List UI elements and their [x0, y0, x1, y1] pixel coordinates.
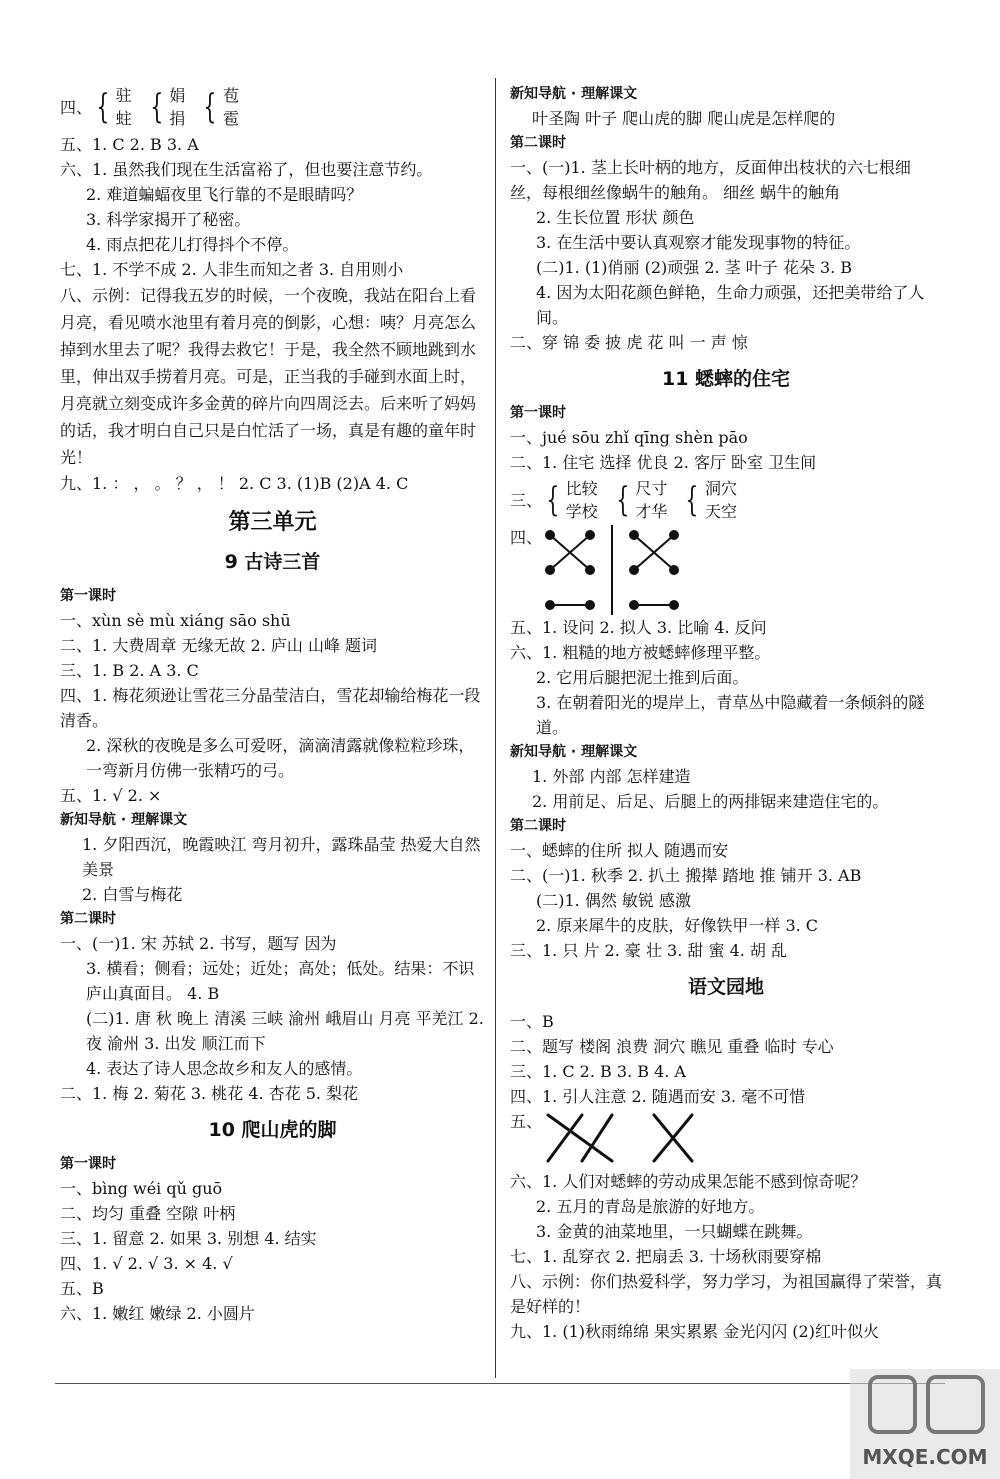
- word: 洞穴: [704, 479, 737, 498]
- left-column: [60, 82, 485, 1326]
- word: 才华: [635, 502, 668, 521]
- answer-line: 二、1. 住宅 选择 优良 2. 客厅 卧室 卫生间: [510, 453, 817, 472]
- match-line: [582, 1115, 612, 1161]
- unit-title: 第三单元: [228, 510, 317, 535]
- matching-lines-diagram: [542, 525, 682, 615]
- answer-line: 一、蟋蟀的住所 拟人 随遇而安: [510, 841, 729, 860]
- brace-group-2: [612, 477, 668, 523]
- answer-line: 1. 夕阳西沉，晚霞映江 弯月初升，露珠晶莹 热爱大自然美景: [82, 835, 481, 879]
- word: 天空: [704, 502, 737, 521]
- column-divider: [495, 78, 496, 1378]
- answer-line: 二、(一)1. 秋季 2. 扒土 搬撵 踏地 推 铺开 3. AB: [510, 866, 862, 885]
- answer-line: 一、(一)1. 宋 苏轼 2. 书写，题写 因为: [60, 934, 337, 953]
- answer-line: 2. 五月的青岛是旅游的好地方。: [536, 1197, 765, 1216]
- answer-line: 三、1. B 2. A 3. C: [60, 661, 199, 680]
- section-heading: 第一课时: [510, 405, 566, 421]
- brace-icon: {: [203, 87, 217, 127]
- answer-line: 2. 难道蝙蝠夜里飞行靠的不是眼睛吗？: [86, 185, 363, 204]
- answer-line: 九、1. ： ， 。 ？ ， ！ 2. C 3. (1)B (2)A 4. C: [60, 474, 409, 493]
- section-heading: 第二课时: [60, 911, 116, 927]
- answer-line: 七、1. 不学不成 2. 人非生而知之者 3. 自用则小: [60, 260, 404, 279]
- brace-group-3: [199, 84, 239, 130]
- answer-line: 3. 在生活中要认真观察才能发现事物的特征。: [536, 233, 861, 252]
- brace-group-3: [681, 477, 737, 523]
- answer-line: 五、1. C 2. B 3. A: [60, 135, 199, 154]
- answer-line: 二、均匀 重叠 空隙 叶柄: [60, 1204, 236, 1223]
- answer-line: 3. 金黄的油菜地里，一只蝴蝶在跳舞。: [536, 1222, 813, 1241]
- answer-line: 一、xùn sè mù xiáng sāo shū: [60, 611, 291, 630]
- section-heading: 第一课时: [60, 1156, 116, 1172]
- answer-line: 六、1. 虽然我们现在生活富裕了，但也要注意节约。: [60, 160, 433, 179]
- answer-line: 三、1. 只 片 2. 豪 壮 3. 甜 蜜 4. 胡 乱: [510, 941, 788, 960]
- answer-line: 2. 用前足、后足、后腿上的两排锯来建造住宅的。: [532, 792, 889, 811]
- brace-icon: {: [616, 480, 629, 520]
- answer-line: 3. 在朝着阳光的堤岸上，青草丛中隐藏着一条倾斜的隧道。: [536, 693, 925, 737]
- answer-line: 2. 深秋的夜晚是多么可爱呀，滴滴清露就像粒粒珍珠，一弯新月仿佛一张精巧的弓。: [86, 736, 475, 780]
- answer-line: 1. 外部 内部 怎样建造: [532, 767, 691, 786]
- match-line: [548, 1115, 582, 1161]
- section-heading: 第二课时: [510, 135, 566, 151]
- answer-line: 4. 因为太阳花颜色鲜艳，生命力顽强，还把美带给了人间。: [536, 283, 925, 327]
- word: 捐: [169, 109, 186, 128]
- answer-line: 七、1. 乱穿衣 2. 把扇丢 3. 十场秋雨要穿棉: [510, 1247, 822, 1266]
- answer-line: 五、1. √ 2. ×: [60, 786, 162, 805]
- answer-line: 六、1. 嫩红 嫩绿 2. 小圆片: [60, 1304, 255, 1323]
- answer-line: 六、1. 粗糙的地方被蟋蟀修理平整。: [510, 643, 771, 662]
- q3-brace-groups: [510, 475, 942, 525]
- word: 蛀: [115, 109, 132, 128]
- word: 驻: [115, 86, 132, 105]
- section-heading: 第二课时: [510, 818, 566, 834]
- brace-group-1: [542, 477, 598, 523]
- answer-paragraph: 八、示例：记得我五岁的时候，一个夜晚，我站在阳台上看月亮，看见喷水池里有着月亮的倒影，心想：咦？月亮怎么掉到水里去了呢？我得去救它！于是，我全然不顾地跳到水里，伸出双手捞着月亮。可是，正当我的手碰到水面上时，月亮就立刻变成许多金黄的碎片向四周泛去。后来听了妈妈的话，我才明白自己只是白忙活了一场，真是有趣的童年时光！: [60, 286, 477, 467]
- answer-line: 4. 雨点把花儿打得抖个不停。: [86, 235, 299, 254]
- q5-matching: [510, 1109, 942, 1169]
- answer-line: 3. 横看；侧看；远处；近处；高处；低处。结果：不识庐山真面目。 4. B: [86, 959, 475, 1003]
- q5-label: 五、: [510, 1112, 543, 1131]
- answer-line: 一、(一)1. 茎上长叶柄的地方，反面伸出枝状的六七根细丝，每根细丝像蜗牛的触角。 细丝 蜗牛的触角: [510, 158, 911, 202]
- section-title: 语文园地: [687, 976, 764, 998]
- match-line: [548, 1115, 612, 1161]
- matching-crosses-diagram: [542, 1109, 732, 1169]
- brace-icon: {: [150, 87, 163, 127]
- answer-line: 4. 表达了诗人思念故乡和友人的感情。: [86, 1059, 363, 1078]
- answer-line: 九、1. (1)秋雨绵绵 果实累累 金光闪闪 (2)红叶似火: [510, 1322, 879, 1341]
- answer-line: 二、题写 楼阁 浪费 洞穴 瞧见 重叠 临时 专心: [510, 1037, 834, 1056]
- answer-line: 五、B: [60, 1279, 104, 1298]
- answer-line: 四、1. 引人注意 2. 随遇而安 3. 毫不可惜: [510, 1087, 806, 1106]
- word: 学校: [565, 502, 598, 521]
- answer-line: 四、1. 梅花须逊让雪花三分晶莹洁白，雪花却输给梅花一段清香。: [60, 686, 481, 730]
- brace-group-2: [146, 84, 186, 130]
- q4-matching: [510, 525, 942, 615]
- answer-line: (二)1. (1)俏丽 (2)顽强 2. 茎 叶子 花朵 3. B: [536, 258, 853, 277]
- answer-line: 2. 白雪与梅花: [82, 885, 183, 904]
- section-heading: 新知导航 · 理解课文: [60, 812, 188, 828]
- word: 苞: [222, 86, 239, 105]
- answer-line: 二、1. 梅 2. 菊花 3. 桃花 4. 杏花 5. 梨花: [60, 1084, 359, 1103]
- answer-line: (二)1. 唐 秋 晚上 清溪 三峡 渝州 峨眉山 月亮 平羌江 2. 夜 渝州 3. 出发 顺江而下: [86, 1009, 484, 1053]
- brace-icon: {: [96, 87, 110, 127]
- lesson-title: 10 爬山虎的脚: [208, 1119, 337, 1141]
- answer-line: 四、1. √ 2. √ 3. × 4. √: [60, 1254, 233, 1273]
- watermark-logo: [850, 1369, 1000, 1479]
- answer-line: 八、示例：你们热爱科学，努力学习，为祖国赢得了荣誉，真是好样的！: [510, 1272, 943, 1316]
- section-heading: 新知导航 · 理解课文: [510, 744, 638, 760]
- answer-line: 2. 原来犀牛的皮肤，好像铁甲一样 3. C: [536, 916, 819, 935]
- answer-line: 一、jué sōu zhǐ qīng shèn pāo: [510, 428, 748, 447]
- q3-label: 三、: [510, 490, 543, 510]
- answer-line: 叶圣陶 叶子 爬山虎的脚 爬山虎是怎样爬的: [532, 109, 836, 128]
- q4-label: 四、: [60, 97, 93, 117]
- word: 娟: [169, 86, 186, 105]
- right-column: [510, 82, 942, 1344]
- answer-line: 二、穿 锦 委 披 虎 花 叫 一 声 惊: [510, 333, 748, 352]
- word: 比较: [565, 479, 598, 498]
- brace-group-1: [92, 84, 132, 130]
- answer-line: 2. 它用后腿把泥土推到后面。: [536, 668, 749, 687]
- answer-line: 一、bìng wéi qǔ guō: [60, 1179, 223, 1198]
- answer-line: 一、B: [510, 1012, 554, 1031]
- word: 尺寸: [635, 479, 668, 498]
- q4-label: 四、: [510, 528, 543, 547]
- footer-rule: [55, 1383, 945, 1384]
- answer-line: 2. 生长位置 形状 颜色: [536, 208, 695, 227]
- answer-line: 六、1. 人们对蟋蟀的劳动成果怎能不感到惊奇呢？: [510, 1172, 867, 1191]
- answer-line: 三、1. 留意 2. 如果 3. 别想 4. 结实: [60, 1229, 317, 1248]
- section-heading: 第一课时: [60, 588, 116, 604]
- answer-line: 三、1. C 2. B 3. B 4. A: [510, 1062, 686, 1081]
- brace-icon: {: [685, 480, 699, 520]
- answer-line: 3. 科学家揭开了秘密。: [86, 210, 251, 229]
- section-heading: 新知导航 · 理解课文: [510, 86, 638, 102]
- word: 雹: [222, 109, 239, 128]
- watermark-text: MXQE.COM: [862, 1445, 988, 1469]
- answer-line: 五、1. 设问 2. 拟人 3. 比喻 4. 反问: [510, 618, 767, 637]
- lesson-title: 9 古诗三首: [224, 551, 321, 573]
- q4-brace-groups: [60, 82, 485, 132]
- brace-icon: {: [546, 480, 560, 520]
- answer-line: (二)1. 偶然 敏锐 感激: [536, 891, 692, 910]
- answer-line: 二、1. 大费周章 无缘无故 2. 庐山 山峰 题词: [60, 636, 378, 655]
- lesson-title: 11 蟋蟀的住宅: [661, 368, 791, 390]
